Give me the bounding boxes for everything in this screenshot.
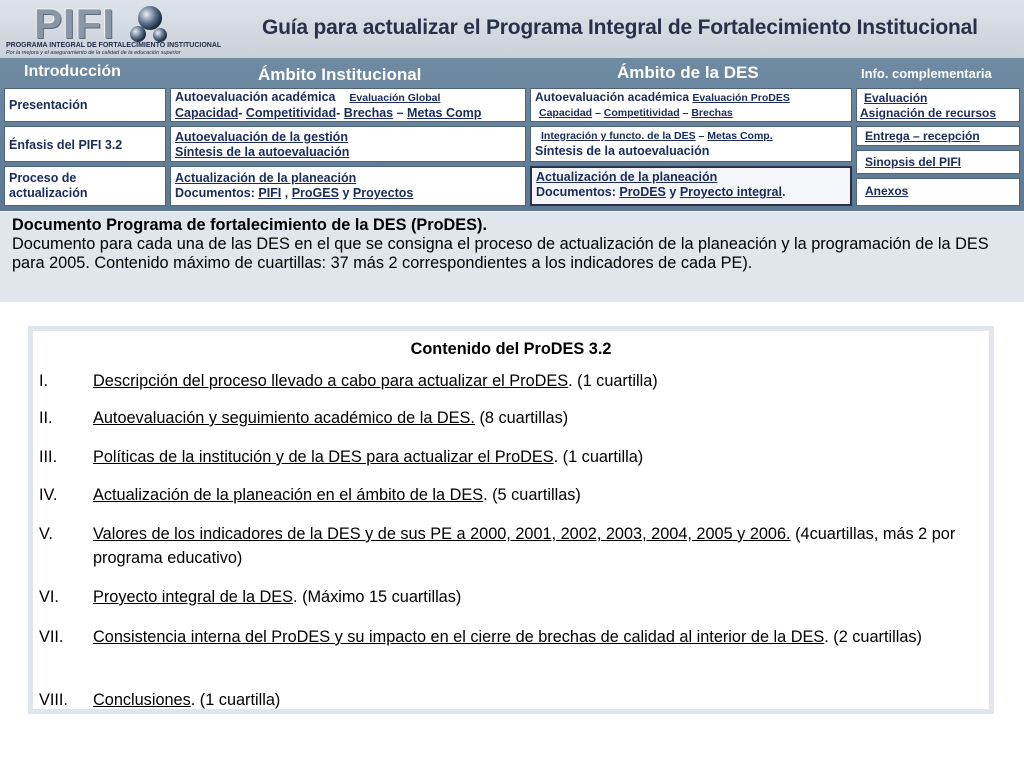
presentacion-link[interactable]: Presentación	[9, 98, 88, 112]
logo-subtitle: PROGRAMA INTEGRAL DE FORTALECIMIENTO INSTITUCIONAL	[6, 42, 222, 49]
des-sintesis-link[interactable]: Síntesis de la autoevaluación	[535, 144, 710, 158]
item-detail: . (Máximo 15 cuartillas)	[293, 588, 462, 606]
item-number: VII.	[39, 628, 64, 646]
description-panel	[0, 212, 1024, 302]
item-detail: . (1 cuartilla)	[553, 448, 644, 466]
item-link[interactable]: Actualización de la planeación en el ámbito de la DES	[93, 486, 484, 504]
info-evaluacion-link[interactable]: Evaluación	[864, 91, 928, 105]
nav-cell-enfasis[interactable]	[4, 126, 166, 162]
des-prodes-link[interactable]: ProDES	[619, 185, 666, 199]
inst-actualizacion-link[interactable]: Actualización de la planeación	[175, 171, 357, 185]
des-eval-prodes-link[interactable]: Evaluación ProDES	[692, 92, 790, 104]
nav-cell-info-evaluacion	[856, 88, 1020, 122]
item-detail: . (2 cuartillas)	[824, 628, 922, 646]
tab-ambito-institucional[interactable]: Ámbito Institucional	[258, 65, 422, 84]
inst-eval-global-link[interactable]: Evaluación Global	[349, 92, 441, 104]
pifi-logo	[4, 0, 222, 56]
item-link[interactable]: Autoevaluación y seguimiento académico de la DES.	[93, 409, 475, 427]
inst-autoeval-label: Autoevaluación académica	[175, 90, 336, 104]
inst-proyectos-link[interactable]: Proyectos	[352, 186, 414, 200]
des-autoeval-label: Autoevaluación académica	[535, 90, 690, 104]
info-anexos-link[interactable]: Anexos	[865, 184, 909, 198]
inst-proges-link[interactable]: ProGES	[291, 186, 339, 200]
item-link[interactable]: Descripción del proceso llevado a cabo para actualizar el ProDES	[93, 372, 569, 390]
nav-cell-inst-autoeval: Autoevaluación académica Evaluación Global Capacidad- Competitividad- Brechas – Metas Comp	[170, 88, 526, 122]
inst-capacidad-link[interactable]: Capacidad	[175, 106, 239, 120]
inst-competitividad-link[interactable]: Competitividad	[245, 106, 337, 120]
navigation-panel	[0, 58, 1024, 211]
des-brechas-link[interactable]: Brechas	[691, 107, 733, 119]
nav-cell-info-sinopsis	[856, 150, 1020, 174]
item-link[interactable]: Políticas de la institución y de la DES para actualizar el ProDES	[93, 448, 554, 466]
content-box	[28, 326, 994, 714]
item-number: IV.	[39, 486, 58, 504]
item-detail: . (1 cuartilla)	[568, 372, 658, 390]
enfasis-link[interactable]: Énfasis del PIFI 3.2	[9, 138, 123, 152]
item-number: I.	[39, 372, 49, 390]
proceso-line-1[interactable]: Proceso de	[9, 171, 77, 185]
des-metas-link[interactable]: Metas Comp.	[707, 130, 773, 142]
nav-cell-proceso[interactable]	[4, 166, 166, 206]
nav-cell-des-planeacion-selected: Actualización de la planeación Documentos: ProDES y Proyecto integral.	[530, 166, 852, 206]
logo-spheres-icon	[128, 4, 172, 44]
nav-cell-des-integracion: Integración y functo. de la DES – Metas Comp. Síntesis de la autoevaluación	[530, 126, 852, 162]
info-entrega-link[interactable]: Entrega – recepción	[865, 129, 980, 143]
tab-ambito-des[interactable]: Ámbito de la DES	[617, 63, 759, 82]
item-detail: . (5 cuartillas)	[483, 486, 581, 504]
header	[0, 0, 1024, 58]
item-detail: (8 cuartillas)	[474, 409, 569, 427]
inst-documentos-label: Documentos:	[175, 186, 255, 200]
item-number: VIII.	[39, 691, 68, 709]
item-link[interactable]: Proyecto integral de la DES	[93, 588, 294, 606]
item-link[interactable]: Valores de los indicadores de la DES y de sus PE a 2000, 2001, 2002, 2003, 2004, 2005 y 2006.	[93, 525, 791, 543]
des-capacidad-link[interactable]: Capacidad	[539, 107, 593, 119]
inst-y-text: y	[342, 186, 350, 200]
tab-introduccion[interactable]: Introducción	[24, 63, 121, 80]
des-proyecto-integral-link[interactable]: Proyecto integral	[679, 185, 782, 199]
item-detail: (4cuartillas, más 2 por programa educativo)	[93, 525, 956, 567]
des-y-text: y	[669, 185, 677, 199]
inst-autoeval-gestion-link[interactable]: Autoevaluación de la gestión	[175, 130, 348, 144]
item-number: V.	[39, 525, 53, 543]
des-competitividad-link[interactable]: Competitividad	[603, 107, 680, 119]
inst-brechas-link[interactable]: Brechas	[343, 106, 394, 120]
inst-pifi-link[interactable]: PIFI	[258, 186, 282, 200]
nav-cell-des-autoeval: Autoevaluación académica Evaluación ProDES Capacidad – Competitividad – Brechas	[530, 88, 852, 122]
logo-tagline: Por la mejora y el aseguramiento de la calidad de la educación superior	[6, 50, 181, 56]
proceso-line-2[interactable]: actualización	[9, 186, 88, 200]
inst-sintesis-link[interactable]: Síntesis de la autoevaluación	[175, 145, 350, 159]
tab-info-complementaria[interactable]: Info. complementaria	[861, 66, 992, 81]
item-detail: . (1 cuartilla)	[190, 691, 281, 709]
description-title: Documento Programa de fortalecimiento de la DES (ProDES).	[12, 216, 487, 234]
item-link[interactable]: Conclusiones	[93, 691, 191, 709]
nav-cell-inst-gestion	[170, 126, 526, 162]
content-title: Contenido del ProDES 3.2	[410, 340, 612, 358]
inst-metas-link[interactable]: Metas Comp	[407, 106, 482, 120]
item-link[interactable]: Consistencia interna del ProDES y su impacto en el cierre de brechas de calidad al interior de la DES	[93, 628, 825, 646]
nav-cell-presentacion[interactable]	[4, 88, 166, 122]
page-title: Guía para actualizar el Programa Integral de Fortalecimiento Institucional	[262, 16, 978, 39]
des-integracion-link[interactable]: Integración y functo. de la DES	[541, 130, 696, 142]
item-number: II.	[39, 409, 53, 427]
des-actualizacion-link[interactable]: Actualización de la planeación	[536, 170, 718, 184]
logo-wordmark: PIFI	[34, 0, 116, 47]
item-number: VI.	[39, 588, 59, 606]
description-body: Documento para cada una de las DES en el que se consigna el proceso de actualización de la planeación y la programación de la DES para 2005. Contenido máximo de cuartillas: 37 más 2 correspondientes a los indicadores de cada PE).	[12, 235, 989, 272]
des-documentos-label: Documentos:	[536, 185, 616, 199]
nav-cell-info-anexos	[856, 178, 1020, 206]
nav-cell-inst-planeacion: Actualización de la planeación Documentos: PIFI , ProGES y Proyectos	[170, 166, 526, 206]
info-sinopsis-link[interactable]: Sinopsis del PIFI	[865, 155, 962, 169]
info-asignacion-link[interactable]: Asignación de recursos	[860, 106, 997, 120]
item-number: III.	[39, 448, 58, 466]
nav-cell-info-entrega	[856, 126, 1020, 146]
